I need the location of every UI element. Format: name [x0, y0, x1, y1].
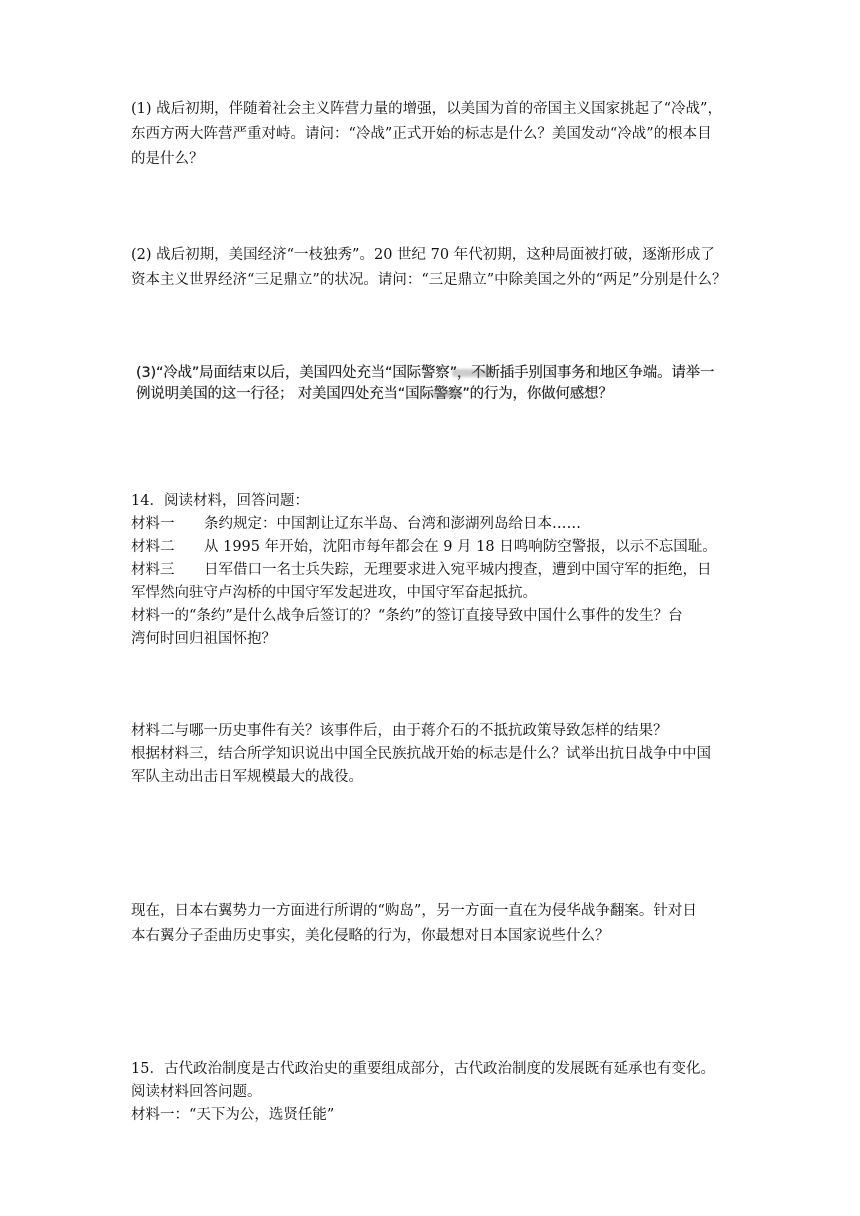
- q14-material-3-cont: 军悍然向驻守卢沟桥的中国守军发起进攻，中国守军奋起抵抗。: [131, 585, 537, 601]
- q15-line-3: 材料一：“天下为公，选贤任能”: [131, 1107, 335, 1123]
- scan-smudge: [452, 369, 492, 377]
- material-label: 材料二: [131, 539, 175, 555]
- q14-material-3: [131, 560, 712, 580]
- q1-line-1: (1) 战后初期，伴随着社会主义阵营力量的增强，以美国为首的帝国主义国家挑起了“冷战”，: [131, 101, 722, 117]
- q1-line-3: 的是什么？: [131, 151, 204, 167]
- q3-line-1: (3)“冷战”局面结束以后，美国四处充当“国际警察”，不断插手别国事务和地区争端。请举一: [136, 365, 715, 381]
- q14-intro: 14．阅读材料，回答问题：: [131, 493, 309, 509]
- scan-smudge: [432, 390, 462, 398]
- q15-line-1: 15．古代政治制度是古代政治史的重要组成部分，古代政治制度的发展既有延承也有变化。: [131, 1061, 715, 1077]
- q14-question-d-1: 现在，日本右翼势力一方面进行所谓的“购岛”，另一方面一直在为侵华战争翻案。针对日: [131, 903, 697, 919]
- q14-material-2: [131, 537, 717, 557]
- q14-question-d-2: 本右翼分子歪曲历史事实，美化侵略的行为，你最想对日本国家说些什么？: [131, 928, 610, 944]
- material-text: 日军借口一名士兵失踪，无理要求进入宛平城内搜查，遭到中国守军的拒绝，日: [204, 562, 712, 578]
- material-label: 材料三: [131, 562, 175, 578]
- q14-question-a-2: 湾何时回归祖国怀抱？: [131, 631, 276, 647]
- q14-question-a-1: 材料一的“条约”是什么战争后签订的？“条约”的签订直接导致中国什么事件的发生？台: [131, 608, 683, 624]
- material-text: 从 1995 年开始，沈阳市每年都会在 9 月 18 日鸣响防空警报，以示不忘国耻。: [204, 539, 717, 555]
- q14-material-1: [131, 514, 581, 534]
- q1-line-2: 东西方两大阵营严重对峙。请问：“冷战”正式开始的标志是什么？美国发动“冷战”的根本目: [131, 126, 712, 142]
- q14-question-b: 材料二与哪一历史事件有关？该事件后，由于蒋介石的不抵抗政策导致怎样的结果？: [131, 723, 668, 739]
- material-text: 条约规定：中国割让辽东半岛、台湾和澎湖列岛给日本……: [204, 516, 581, 532]
- q2-line-2: 资本主义世界经济“三足鼎立”的状况。请问：“三足鼎立”中除美国之外的“两足”分别是什么？: [131, 272, 727, 288]
- material-label: 材料一: [131, 516, 175, 532]
- q2-line-1: (2) 战后初期，美国经济“一枝独秀”。20 世纪 70 年代初期，这种局面被打破，逐渐形成了: [131, 247, 715, 263]
- q14-question-c-1: 根据材料三，结合所学知识说出中国全民族抗战开始的标志是什么？试举出抗日战争中中国: [131, 746, 711, 762]
- q3-line-2: 例说明美国的这一行径； 对美国四处充当“国际警察”的行为，你做何感想？: [136, 386, 613, 402]
- q15-line-2: 阅读材料回答问题。: [131, 1084, 262, 1100]
- q14-question-c-2: 军队主动出击日军规模最大的战役。: [131, 769, 363, 785]
